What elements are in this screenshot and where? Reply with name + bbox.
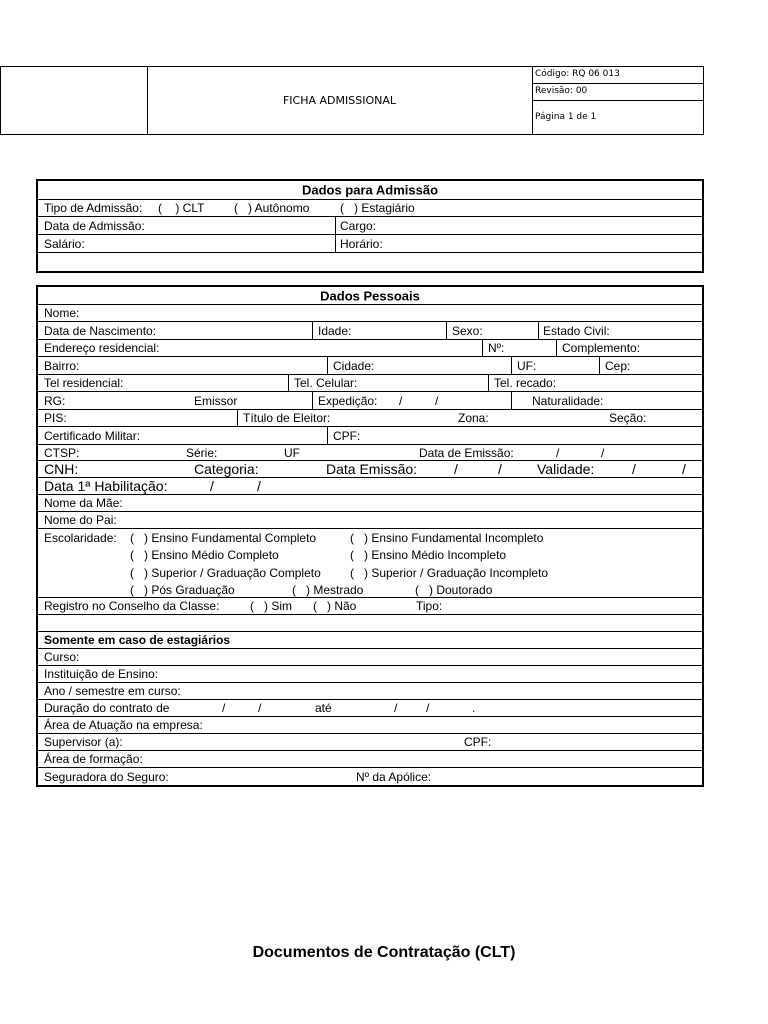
sexo-field[interactable]: Sexo:	[452, 323, 483, 338]
divider	[327, 427, 328, 444]
estado-civil-field[interactable]: Estado Civil:	[543, 323, 610, 338]
document-title: FICHA ADMISSIONAL	[282, 94, 397, 107]
data-emissao-field[interactable]: Data de Emissão:	[419, 445, 514, 460]
curso-row	[38, 649, 702, 666]
divider	[237, 410, 238, 426]
ctsp-row	[38, 445, 702, 461]
superior-completo-checkbox[interactable]: ( ) Superior / Graduação Completo	[130, 566, 321, 580]
document-page: Página 1 de 1	[535, 112, 597, 122]
date-separator: /	[210, 478, 214, 494]
divider	[446, 322, 447, 339]
idade-field[interactable]: Idade:	[318, 323, 352, 338]
sim-checkbox[interactable]: ( ) Sim	[250, 599, 292, 613]
apolice-field[interactable]: Nº da Apólice:	[356, 769, 432, 784]
medio-incompleto-checkbox[interactable]: ( ) Ensino Médio Incompleto	[350, 548, 507, 562]
section-heading: Somente em caso de estagiários	[44, 633, 231, 647]
duracao-field[interactable]: Duração do contrato de	[44, 701, 170, 715]
blank-row	[38, 253, 702, 271]
nascimento-row	[38, 322, 702, 340]
date-separator: /	[454, 461, 458, 477]
data-admissao-row	[38, 217, 702, 235]
estagiarios-title-row	[38, 632, 702, 649]
area-formacao-row	[38, 751, 702, 768]
escolaridade-label: Escolaridade:	[44, 531, 117, 545]
bairro-row	[38, 357, 702, 375]
pis-field[interactable]: PIS:	[44, 411, 67, 425]
habilitacao-field[interactable]: Data 1ª Habilitação:	[44, 478, 168, 494]
titulo-eleitor-field[interactable]: Título de Eleitor:	[243, 411, 331, 425]
date-separator: /	[257, 478, 261, 494]
endereco-row	[38, 340, 702, 357]
certificado-militar-field[interactable]: Certificado Militar:	[44, 428, 141, 443]
divider	[335, 235, 336, 252]
supervisor-field[interactable]: Supervisor (a):	[44, 735, 123, 749]
instituicao-row	[38, 666, 702, 683]
nome-row	[38, 305, 702, 322]
zona-field[interactable]: Zona:	[458, 411, 489, 425]
mae-row	[38, 495, 702, 512]
telefone-row	[38, 375, 702, 392]
ctsp-field[interactable]: CTSP:	[44, 445, 80, 460]
divider	[556, 340, 557, 356]
pos-graduacao-checkbox[interactable]: ( ) Pós Graduação	[130, 583, 235, 597]
date-separator: /	[682, 461, 686, 477]
section-heading: Dados Pessoais	[320, 288, 420, 303]
clt-checkbox[interactable]: ( ) CLT	[158, 201, 205, 215]
seguradora-field[interactable]: Seguradora do Seguro:	[44, 769, 169, 784]
rg-field[interactable]: RG:	[44, 393, 66, 408]
nome-field[interactable]: Nome:	[44, 306, 80, 320]
date-separator: /	[632, 461, 636, 477]
seguradora-row	[38, 768, 702, 785]
cnh-field[interactable]: CNH:	[44, 461, 79, 477]
cep-field[interactable]: Cep:	[605, 358, 631, 373]
autonomo-checkbox[interactable]: ( ) Autônomo	[234, 201, 310, 215]
document-meta	[532, 67, 704, 134]
curso-field[interactable]: Curso:	[44, 650, 80, 664]
date-separator: /	[556, 445, 560, 460]
medio-completo-checkbox[interactable]: ( ) Ensino Médio Completo	[130, 548, 279, 562]
numero-field[interactable]: Nº:	[488, 341, 505, 355]
ano-row	[38, 683, 702, 700]
registro-row	[38, 598, 702, 615]
divider	[533, 83, 704, 84]
date-separator: /	[258, 701, 262, 715]
fundamental-completo-checkbox[interactable]: ( ) Ensino Fundamental Completo	[130, 531, 317, 545]
nome-pai-field[interactable]: Nome do Pai:	[44, 513, 117, 527]
secao-field[interactable]: Seção:	[609, 411, 647, 425]
mestrado-checkbox[interactable]: ( ) Mestrado	[292, 583, 364, 597]
ate-label: até	[315, 701, 332, 715]
cargo-field[interactable]: Cargo:	[340, 218, 377, 233]
nao-checkbox[interactable]: ( ) Não	[313, 599, 357, 613]
footer-title: Documentos de Contratação (CLT)	[252, 944, 516, 961]
instituicao-field[interactable]: Instituição de Ensino:	[44, 667, 159, 681]
naturalidade-field[interactable]: Naturalidade:	[532, 393, 604, 408]
tipo-admissao-label: Tipo de Admissão:	[44, 201, 143, 215]
tipo-admissao-row	[38, 200, 702, 217]
doutorado-checkbox[interactable]: ( ) Doutorado	[415, 583, 493, 597]
fundamental-incompleto-checkbox[interactable]: ( ) Ensino Fundamental Incompleto	[350, 531, 544, 545]
date-separator: /	[394, 701, 398, 715]
date-separator: /	[222, 701, 226, 715]
estagiario-checkbox[interactable]: ( ) Estagiário	[340, 201, 415, 215]
bairro-field[interactable]: Bairro:	[44, 358, 80, 373]
divider	[312, 322, 313, 339]
blank-row	[38, 615, 702, 632]
nascimento-field[interactable]: Data de Nascimento:	[44, 323, 157, 338]
cpf-supervisor-field[interactable]: CPF:	[464, 735, 492, 749]
uf-field[interactable]: UF:	[517, 358, 537, 373]
section-title-admissao	[38, 181, 702, 200]
date-separator: /	[601, 445, 605, 460]
area-atuacao-row	[38, 717, 702, 734]
logo-area	[1, 67, 148, 134]
tipo-field[interactable]: Tipo:	[416, 599, 443, 613]
document-code: Código: RQ 06 013	[535, 69, 620, 79]
divider	[488, 375, 489, 391]
divider	[327, 357, 328, 374]
nome-mae-field[interactable]: Nome da Mãe:	[44, 496, 123, 510]
data-admissao-field[interactable]: Data de Admissão:	[44, 218, 145, 233]
data-emissao-cnh-field[interactable]: Data Emissão:	[326, 461, 418, 477]
divider	[599, 357, 600, 374]
certificado-row	[38, 427, 702, 445]
divider	[538, 322, 539, 339]
divider	[511, 392, 512, 409]
pis-row	[38, 410, 702, 427]
area-atuacao-field[interactable]: Área de Atuação na empresa:	[44, 718, 203, 732]
salario-field[interactable]: Salário:	[44, 236, 85, 251]
pai-row	[38, 512, 702, 529]
superior-incompleto-checkbox[interactable]: ( ) Superior / Graduação Incompleto	[350, 566, 549, 580]
date-separator: /	[435, 393, 439, 408]
supervisor-row	[38, 734, 702, 751]
area-formacao-field[interactable]: Área de formação:	[44, 752, 143, 766]
divider	[312, 392, 313, 409]
cnh-row	[38, 461, 702, 478]
divider	[511, 357, 512, 374]
emissor-field[interactable]: Emissor	[194, 393, 238, 408]
pessoais-form	[36, 285, 704, 787]
tel-celular-field[interactable]: Tel. Celular:	[294, 376, 358, 390]
date-separator: /	[498, 461, 502, 477]
section-heading: Dados para Admissão	[301, 182, 439, 198]
admissao-form	[36, 179, 704, 273]
horario-field[interactable]: Horário:	[340, 236, 383, 251]
section-title-pessoais	[38, 287, 702, 305]
escolaridade-block	[38, 529, 702, 598]
tel-recado-field[interactable]: Tel. recado:	[494, 376, 557, 390]
period-mark: .	[472, 701, 476, 715]
expedicao-field[interactable]: Expedição:	[318, 393, 378, 408]
cidade-field[interactable]: Cidade:	[333, 358, 375, 373]
endereco-field[interactable]: Endereço residencial:	[44, 341, 160, 355]
date-separator: /	[426, 701, 430, 715]
document-revision: Revisão: 00	[535, 86, 588, 96]
tel-residencial-field[interactable]: Tel residencial:	[44, 376, 124, 390]
document-header	[0, 66, 704, 135]
divider	[288, 375, 289, 391]
serie-field[interactable]: Série:	[186, 445, 218, 460]
divider	[533, 100, 704, 101]
duracao-row	[38, 700, 702, 717]
registro-label: Registro no Conselho da Classe:	[44, 599, 220, 613]
date-separator: /	[399, 393, 403, 408]
complemento-field[interactable]: Complemento:	[562, 341, 641, 355]
habilitacao-row	[38, 478, 702, 495]
divider	[482, 340, 483, 356]
salario-row	[38, 235, 702, 253]
validade-field[interactable]: Validade:	[537, 461, 595, 477]
uf-ctsp-field[interactable]: UF	[284, 445, 300, 460]
rg-row	[38, 392, 702, 410]
ano-semestre-field[interactable]: Ano / semestre em curso:	[44, 684, 181, 698]
divider	[335, 217, 336, 234]
cpf-field[interactable]: CPF:	[333, 428, 361, 443]
categoria-field[interactable]: Categoria:	[194, 461, 259, 477]
